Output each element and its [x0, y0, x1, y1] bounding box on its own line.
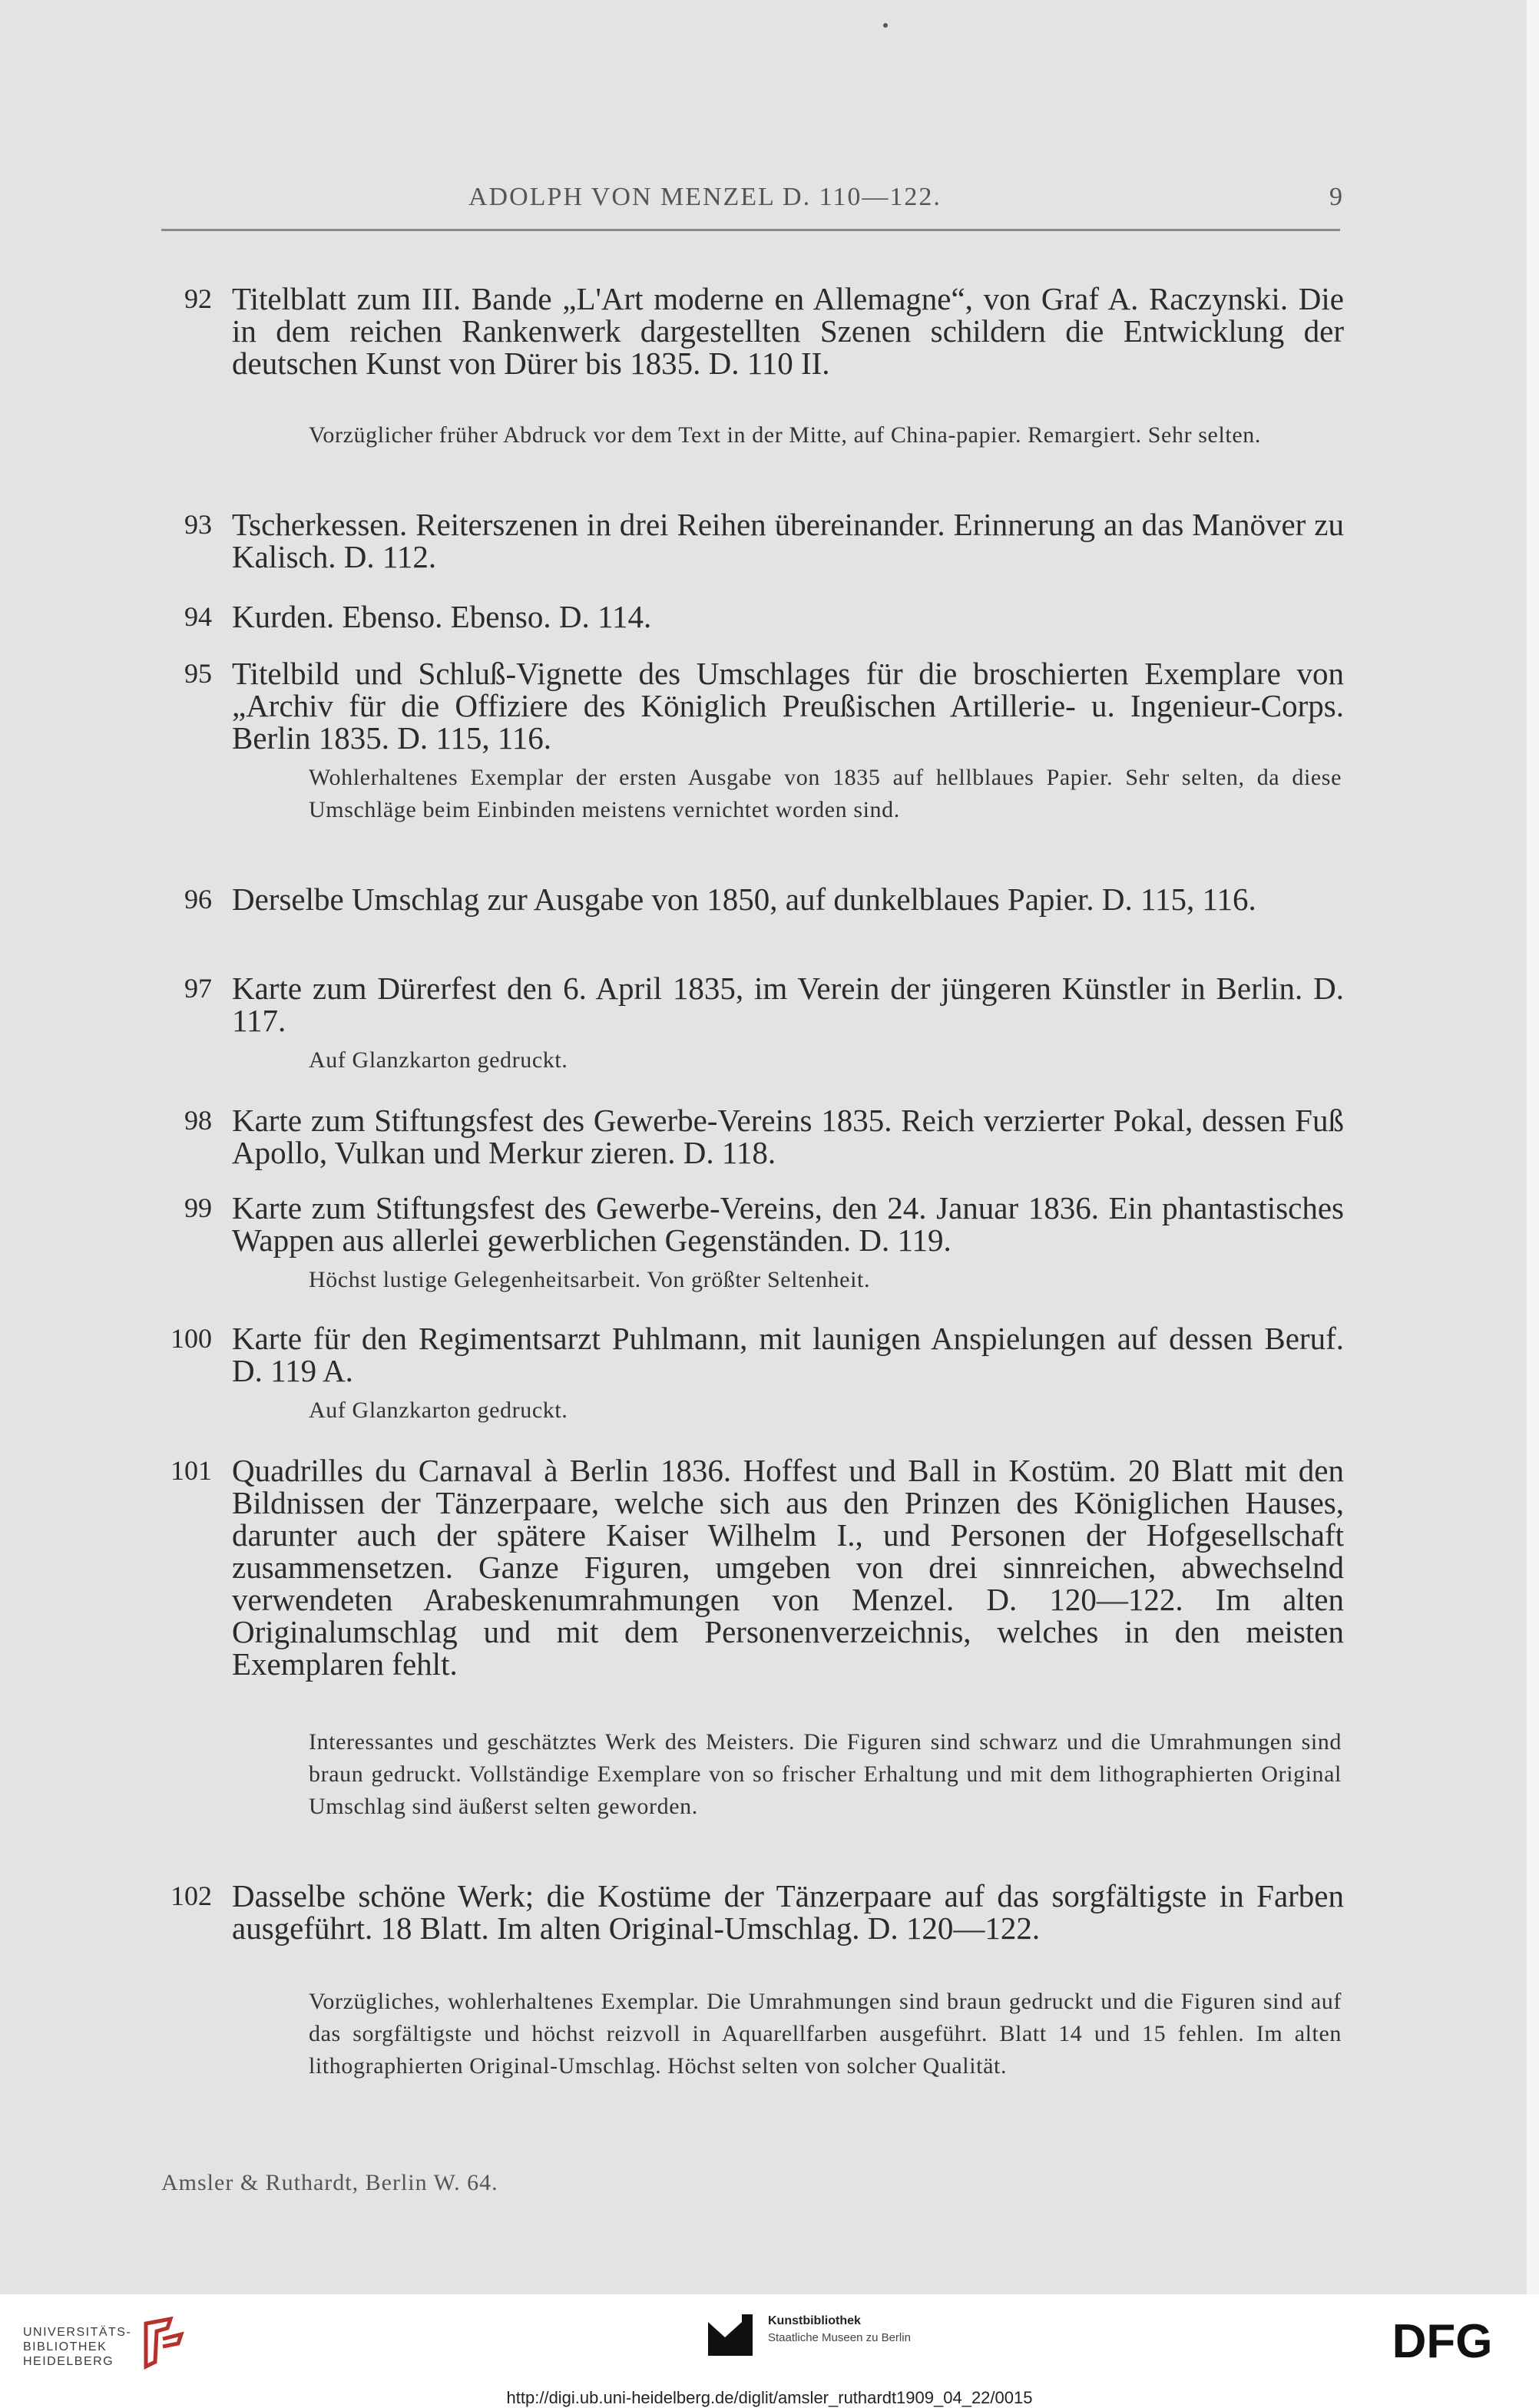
entry-number: 96	[184, 884, 212, 915]
dfg-text: DFG	[1392, 2317, 1493, 2360]
source-url[interactable]: http://digi.ub.uni-heidelberg.de/diglit/amsler_ruthardt1909_04_22/0015	[506, 2388, 1033, 2407]
running-header	[161, 183, 1344, 226]
entry-text: Tscherkessen. Reiterszenen in drei Reihen übereinander. Erinnerung an das Manöver zu Kalisch. D. 112.	[232, 507, 1344, 574]
digitization-footer	[0, 2294, 1539, 2379]
entry-note: Interessantes und geschätztes Werk des Meisters. Die Figuren sind schwarz und die Umrahmungen sind braun gedruckt. Vollständige Exemplare von so frischer Erhaltung und mit dem lithographierten Original Umschlag sind äußerst selten geworden.	[309, 1729, 1342, 1819]
entry-note: Vorzüglicher früher Abdruck vor dem Text in der Mitte, auf China-papier. Remargiert. Sehr selten.	[309, 422, 1261, 448]
catalog-entry	[161, 972, 1352, 1080]
entry-text: Titelbild und Schluß-Vignette des Umschlages für die broschierten Exemplare von „Archiv für die Offiziere des Königlich Preußischen Artillerie- u. Ingenieur-Corps. Berlin 1835. D. 115, 116.	[232, 656, 1344, 756]
entry-note: Auf Glanzkarton gedruckt.	[309, 1047, 568, 1073]
catalog-entry	[161, 283, 1352, 490]
entry-text: Karte für den Regimentsarzt Puhlmann, mit launigen Anspielungen auf dessen Beruf. D. 119 A.	[232, 1321, 1344, 1388]
entry-number: 101	[170, 1455, 212, 1486]
entry-text: Karte zum Stiftungsfest des Gewerbe-Vereins 1835. Reich verzierter Pokal, dessen Fuß Apollo, Vulkan und Merkur zieren. D. 118.	[232, 1103, 1344, 1170]
page-edge	[1527, 0, 1539, 2294]
kunstbibliothek-logo-icon	[705, 2310, 756, 2360]
entry-number: 99	[184, 1192, 212, 1223]
entry-text: Quadrilles du Carnaval à Berlin 1836. Hoffest und Ball in Kostüm. 20 Blatt mit den Bildnissen der Tänzerpaare, welche sich aus den Prinzen des Königlichen Hauses, darunter auch der spätere Kaiser Wilhelm I., und Personen der Hofgesellschaft zusammensetzen. Ganze Figuren, umgeben von drei sinnreichen, abwechselnd verwendeten Arabeskenumrahmungen von Menzel. D. 120—122. Im alten Originalumschlag und mit dem Personenverzeichnis, welches in den meisten Exemplaren fehlt.	[232, 1453, 1344, 1682]
entry-note: Wohlerhaltenes Exemplar der ersten Ausgabe von 1835 auf hellblaues Papier. Sehr selten, da diese Umschläge beim Einbinden meistens vernichtet worden sind.	[309, 765, 1342, 822]
catalog-entry	[161, 1454, 1352, 1861]
kunstbibliothek-name: Kunstbibliothek	[768, 2314, 861, 2327]
entry-number: 93	[184, 509, 212, 540]
catalog-entry	[161, 1192, 1352, 1299]
printer-imprint: Amsler & Ruthardt, Berlin W. 64.	[161, 2170, 498, 2195]
entry-text: Karte zum Dürerfest den 6. April 1835, im Verein der jüngeren Künstler in Berlin. D. 117.	[232, 971, 1344, 1038]
catalog-entry	[161, 657, 1352, 865]
catalog-entry	[161, 1104, 1352, 1173]
dfg-logo	[1365, 2317, 1519, 2360]
print-speck	[883, 23, 888, 28]
entry-note: Höchst lustige Gelegenheitsarbeit. Von größter Seltenheit.	[309, 1267, 871, 1292]
entry-number: 102	[170, 1880, 212, 1911]
catalog-entry	[161, 883, 1352, 952]
header-rule	[161, 229, 1340, 231]
catalog-entry	[161, 600, 1352, 636]
heidelberg-logo-icon	[140, 2316, 189, 2373]
entry-number: 94	[184, 601, 212, 632]
entry-number: 98	[184, 1105, 212, 1136]
entry-note: Auf Glanzkarton gedruckt.	[309, 1398, 568, 1423]
library-line: HEIDELBERG	[23, 2355, 114, 2368]
kunstbibliothek-subtitle: Staatliche Museen zu Berlin	[768, 2331, 911, 2344]
entry-number: 100	[170, 1323, 212, 1354]
entry-text: Kurden. Ebenso. Ebenso. D. 114.	[232, 599, 652, 634]
library-line: BIBLIOTHEK	[23, 2340, 108, 2353]
entry-number: 97	[184, 973, 212, 1004]
catalog-entry	[161, 1880, 1352, 2148]
entry-number: 95	[184, 658, 212, 689]
entry-note: Vorzügliches, wohlerhaltenes Exemplar. Die Umrahmungen sind braun gedruckt und die Figuren sind auf das sorgfältigste und höchst reizvoll in Aquarellfarben ausgeführt. Blatt 14 und 15 fehlen. Im alten lithographierten Original-Umschlag. Höchst selten von solcher Qualität.	[309, 1989, 1342, 2079]
entry-text: Derselbe Umschlag zur Ausgabe von 1850, auf dunkelblaues Papier. D. 115, 116.	[232, 882, 1256, 917]
entry-text: Dasselbe schöne Werk; die Kostüme der Tänzerpaare auf das sorgfältigste in Farben ausgeführt. 18 Blatt. Im alten Original-Umschlag. D. 120—122.	[232, 1878, 1344, 1946]
library-line: UNIVERSITÄTS-	[23, 2326, 132, 2339]
catalog-entry	[161, 508, 1352, 577]
heidelberg-library-label	[23, 2325, 131, 2369]
catalog-entry	[161, 1322, 1352, 1430]
entry-number: 92	[184, 283, 212, 314]
page-number: 9	[1329, 183, 1344, 211]
header-title: ADOLPH VON MENZEL D. 110—122.	[468, 183, 942, 211]
entry-text: Titelblatt zum III. Bande „L'Art moderne en Allemagne“, von Graf A. Raczynski. Die in dem reichen Rankenwerk dargestellten Szenen schildern die Entwicklung der deutschen Kunst von Dürer bis 1835. D. 110 II.	[232, 281, 1344, 381]
entry-text: Karte zum Stiftungsfest des Gewerbe-Vereins, den 24. Januar 1836. Ein phantastisches Wappen aus allerlei gewerblichen Gegenständen. D. 119.	[232, 1190, 1344, 1258]
